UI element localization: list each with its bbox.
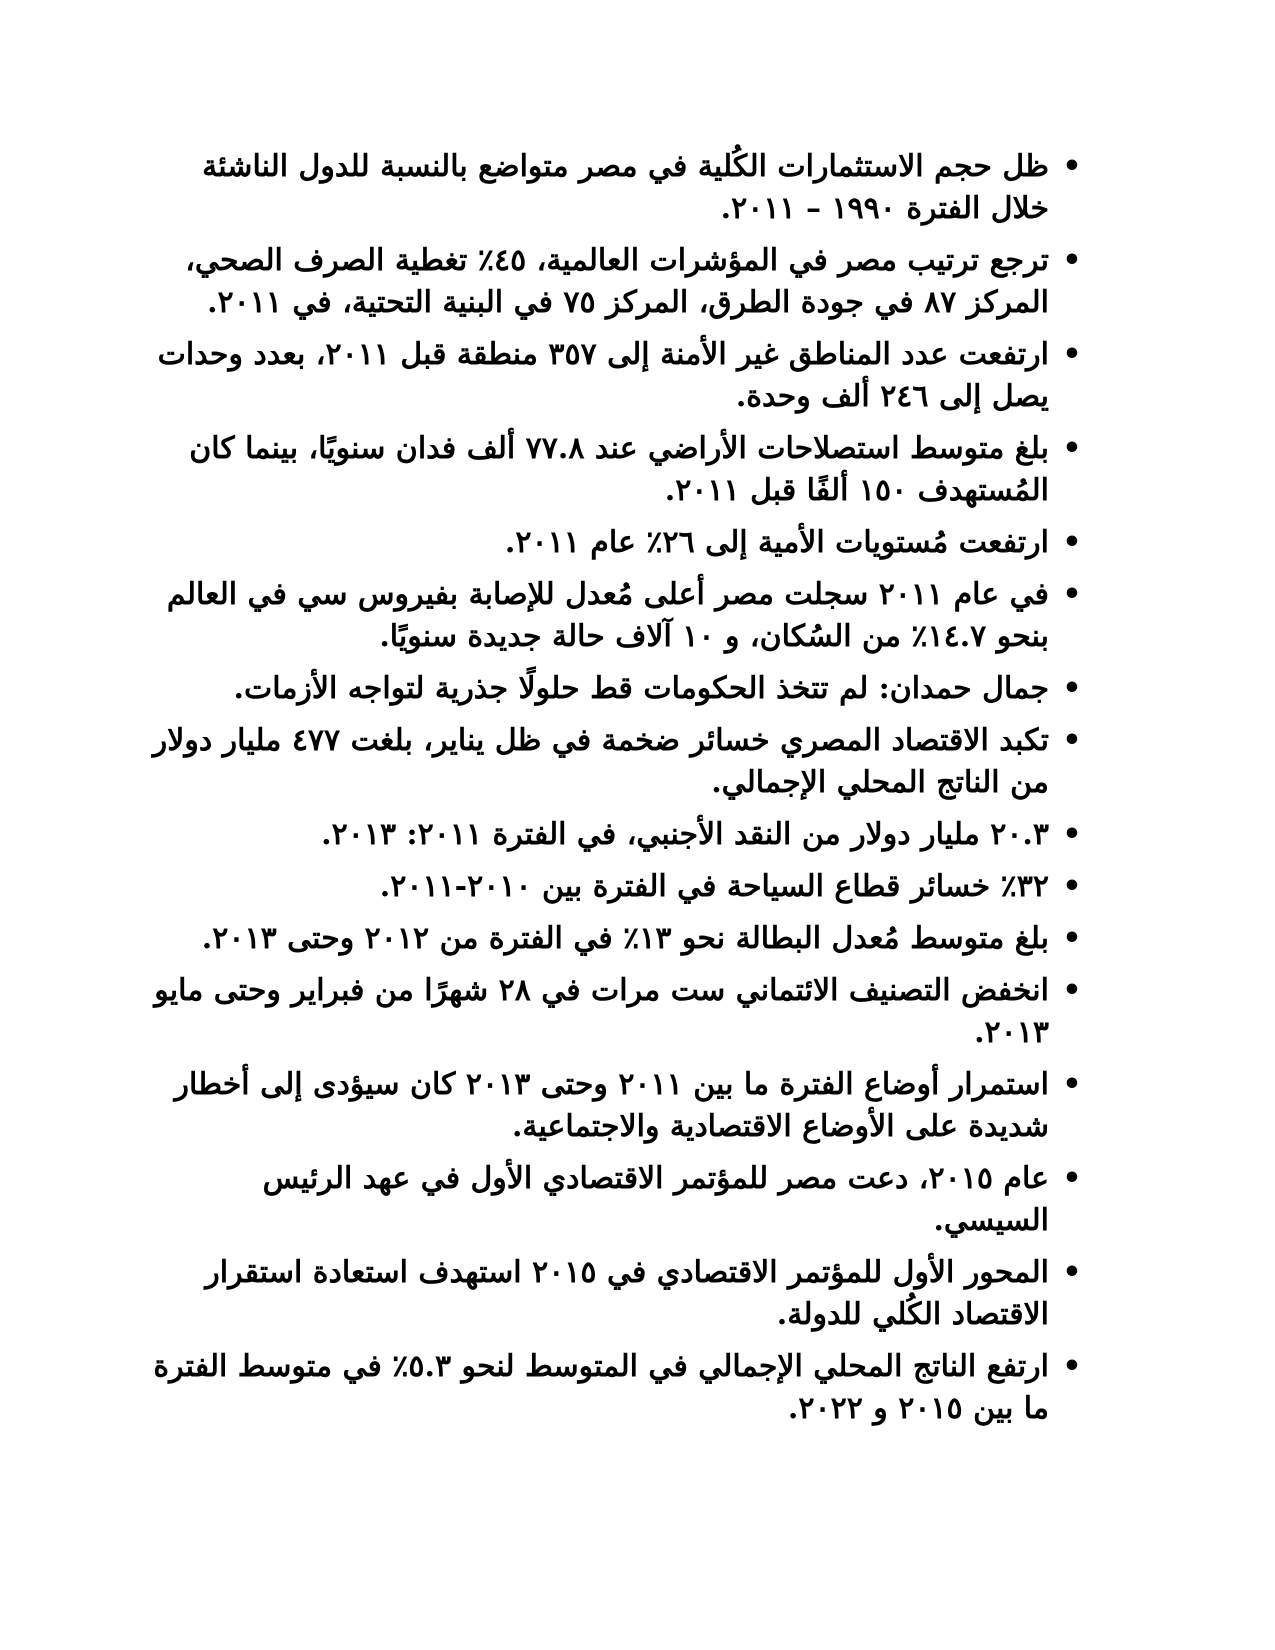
bullet-text: في عام ٢٠١١ سجلت مصر أعلى مُعدل للإصابة بفيروس سي في العالم بنحو ١٤.٧٪ من السُكان، و ١٠ آلاف حالة جديدة سنويًا. — [166, 577, 1049, 654]
bullet-text: ٢٠.٣ مليار دولار من النقد الأجنبي، في الفترة ٢٠١١: ٢٠١٣. — [321, 817, 1049, 852]
bullet-icon: • — [1062, 431, 1082, 466]
bullet-icon: • — [1062, 577, 1082, 612]
bullet-item — [150, 918, 1087, 960]
bullet-text: استمرار أوضاع الفترة ما بين ٢٠١١ وحتى ٢٠١٣ كان سيؤدى إلى أخطار شديدة على الأوضاع الاقتصادية والاجتماعية. — [174, 1067, 1049, 1144]
bullet-text: ارتفع الناتج المحلي الإجمالي في المتوسط لنحو ٥.٣٪ في متوسط الفترة ما بين ٢٠١٥ و ٢٠٢٢. — [153, 1349, 1049, 1426]
bullet-item — [150, 522, 1087, 564]
bullet-item — [150, 334, 1087, 418]
bullet-item — [150, 814, 1087, 856]
bullet-icon: • — [1062, 1349, 1082, 1384]
bullet-text: تكبد الاقتصاد المصري خسائر ضخمة في ظل يناير، بلغت ٤٧٧ مليار دولار من الناتج المحلي الإجمالي. — [152, 723, 1049, 800]
bullet-icon: • — [1062, 1255, 1082, 1290]
bullet-item — [150, 1252, 1087, 1336]
bullet-text: عام ٢٠١٥، دعت مصر للمؤتمر الاقتصادي الأول في عهد الرئيس السيسي. — [262, 1161, 1049, 1238]
bullet-item — [150, 428, 1087, 512]
bullet-icon: • — [1062, 921, 1082, 956]
bullet-list — [150, 146, 1087, 1430]
bullet-item — [150, 668, 1087, 710]
bullet-item — [150, 574, 1087, 658]
bullet-text: ظل حجم الاستثمارات الكُلية في مصر متواضع بالنسبة للدول الناشئة خلال الفترة ١٩٩٠ – ٢٠١١. — [202, 149, 1049, 226]
bullet-icon: • — [1062, 243, 1082, 278]
bullet-item — [150, 1158, 1087, 1242]
bullet-text: ٣٢٪ خسائر قطاع السياحة في الفترة بين ٢٠١٠-٢٠١١. — [379, 869, 1049, 904]
bullet-icon: • — [1062, 723, 1082, 758]
bullet-icon: • — [1062, 1161, 1082, 1196]
bullet-item — [150, 1346, 1087, 1430]
document-body — [150, 146, 1087, 1440]
bullet-text: بلغ متوسط مُعدل البطالة نحو ١٣٪ في الفترة من ٢٠١٢ وحتى ٢٠١٣. — [201, 921, 1049, 956]
bullet-icon: • — [1062, 149, 1082, 184]
bullet-item — [150, 866, 1087, 908]
bullet-item — [150, 240, 1087, 324]
bullet-icon: • — [1062, 973, 1082, 1008]
bullet-text: ارتفعت مُستويات الأمية إلى ٢٦٪ عام ٢٠١١. — [504, 525, 1049, 560]
bullet-text: ارتفعت عدد المناطق غير الأمنة إلى ٣٥٧ منطقة قبل ٢٠١١، بعدد وحدات يصل إلى ٢٤٦ ألف وحدة. — [157, 337, 1049, 414]
bullet-item — [150, 970, 1087, 1054]
bullet-icon: • — [1062, 817, 1082, 852]
bullet-text: ترجع ترتيب مصر في المؤشرات العالمية، ٤٥٪ تغطية الصرف الصحي، المركز ٨٧ في جودة الطرق، المركز ٧٥ في البنية التحتية، في ٢٠١١. — [185, 243, 1049, 320]
bullet-icon: • — [1062, 525, 1082, 560]
bullet-icon: • — [1062, 337, 1082, 372]
bullet-text: انخفض التصنيف الائتماني ست مرات في ٢٨ شهرًا من فبراير وحتى مايو ٢٠١٣. — [154, 973, 1049, 1050]
bullet-icon: • — [1062, 869, 1082, 904]
bullet-text: جمال حمدان: لم تتخذ الحكومات قط حلولًا جذرية لتواجه الأزمات. — [233, 671, 1049, 706]
bullet-icon: • — [1062, 1067, 1082, 1102]
bullet-text: المحور الأول للمؤتمر الاقتصادي في ٢٠١٥ استهدف استعادة استقرار الاقتصاد الكُلي للدولة. — [205, 1255, 1049, 1332]
bullet-item — [150, 1064, 1087, 1148]
bullet-item — [150, 146, 1087, 230]
bullet-text: بلغ متوسط استصلاحات الأراضي عند ٧٧.٨ ألف فدان سنويًا، بينما كان المُستهدف ١٥٠ ألفًا قبل ٢٠١١. — [189, 431, 1049, 508]
bullet-item — [150, 720, 1087, 804]
bullet-icon: • — [1062, 671, 1082, 706]
